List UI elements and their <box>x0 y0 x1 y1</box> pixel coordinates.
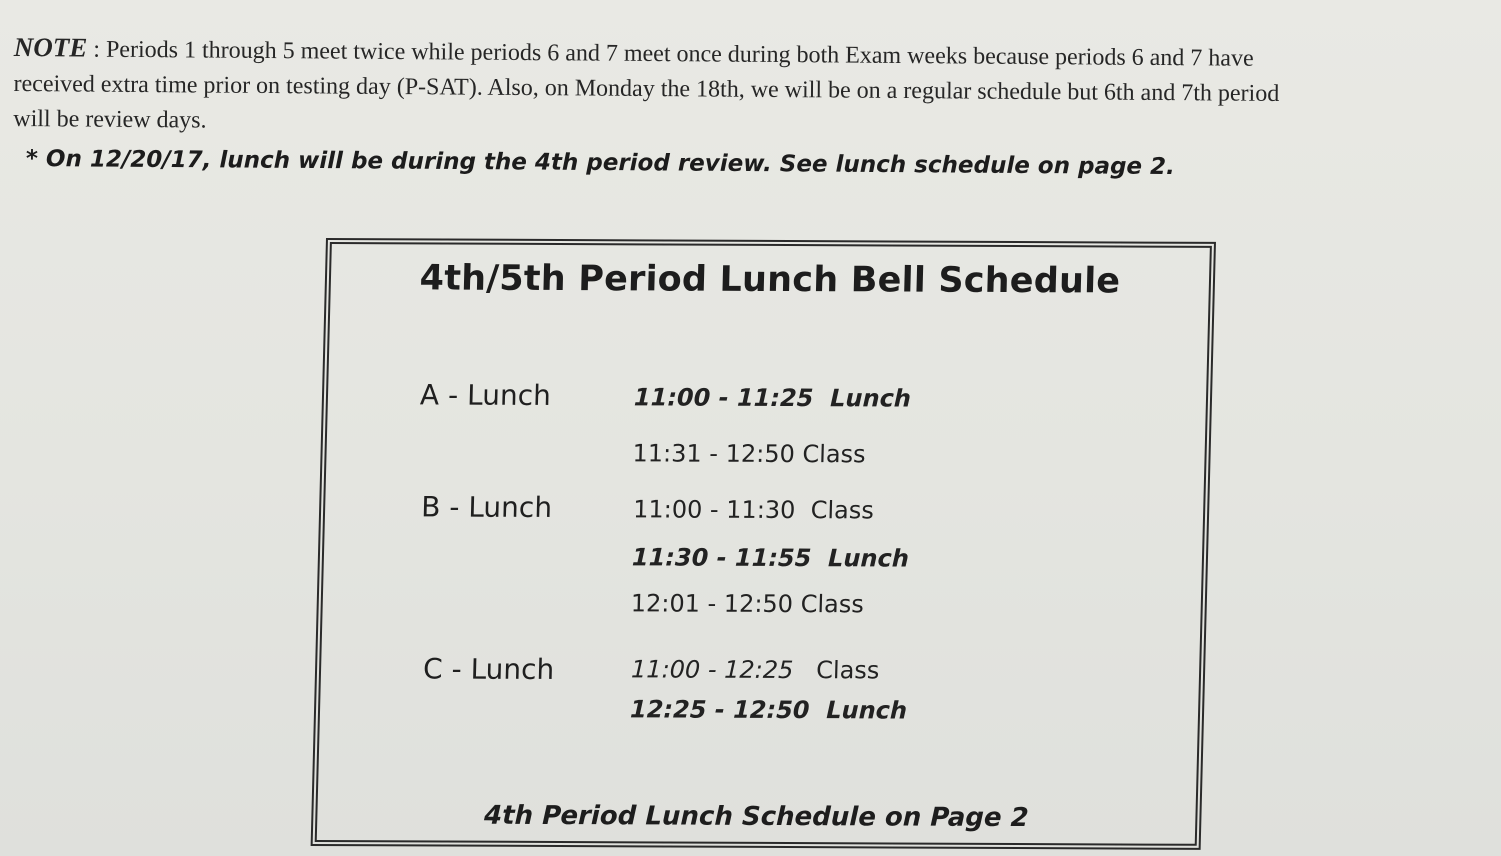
note-line-2: received extra time prior on testing day (P-SAT). Also, on Monday the 18th, we will be on a regular schedule but 6th and 7th period <box>13 70 1280 107</box>
group-c-label: C - Lunch <box>422 652 555 686</box>
group-c-slot-2 <box>630 695 908 724</box>
group-b-slot-2 <box>632 543 910 572</box>
schedule-title: 4th/5th Period Lunch Bell Schedule <box>419 258 1121 302</box>
slot-time: 12:25 - 12:50 <box>629 695 810 725</box>
slot-activity: Class <box>800 590 865 619</box>
slot-activity: Class <box>815 656 880 685</box>
group-a-slot-1 <box>634 383 912 412</box>
lunch-schedule-box <box>311 238 1216 850</box>
slot-time: 11:00 - 12:25 <box>630 655 794 685</box>
group-c-slot-1 <box>631 655 880 684</box>
schedule-footer: 4th Period Lunch Schedule on Page 2 <box>483 800 1030 834</box>
slot-activity: Lunch <box>829 384 912 413</box>
slot-activity: Class <box>802 440 866 469</box>
group-b-slot-3 <box>630 589 864 618</box>
group-a-label: A - Lunch <box>419 378 552 412</box>
note-line-3: will be review days. <box>13 105 207 134</box>
slot-activity: Lunch <box>827 544 910 573</box>
lunch-notice: * On 12/20/17, lunch will be during the 4th period review. See lunch schedule on page 2. <box>25 146 1175 181</box>
group-b-slot-1 <box>633 495 874 524</box>
group-a-slot-2 <box>632 439 866 468</box>
note-label: NOTE <box>13 31 88 63</box>
slot-activity: Lunch <box>825 696 908 725</box>
group-b-label: B - Lunch <box>420 490 553 524</box>
slot-time: 11:31 - 12:50 <box>632 439 796 469</box>
slot-time: 11:00 - 11:25 <box>633 383 814 413</box>
slot-activity: Class <box>810 496 875 525</box>
slot-time: 11:30 - 11:55 <box>631 543 812 573</box>
slot-time: 11:00 - 11:30 <box>632 495 796 525</box>
slot-time: 12:01 - 12:50 <box>630 589 794 619</box>
note-paragraph <box>13 30 1494 149</box>
note-text-1: : Periods 1 through 5 meet twice while periods 6 and 7 meet once during both Exam weeks because periods 6 and 7 have <box>87 36 1254 72</box>
